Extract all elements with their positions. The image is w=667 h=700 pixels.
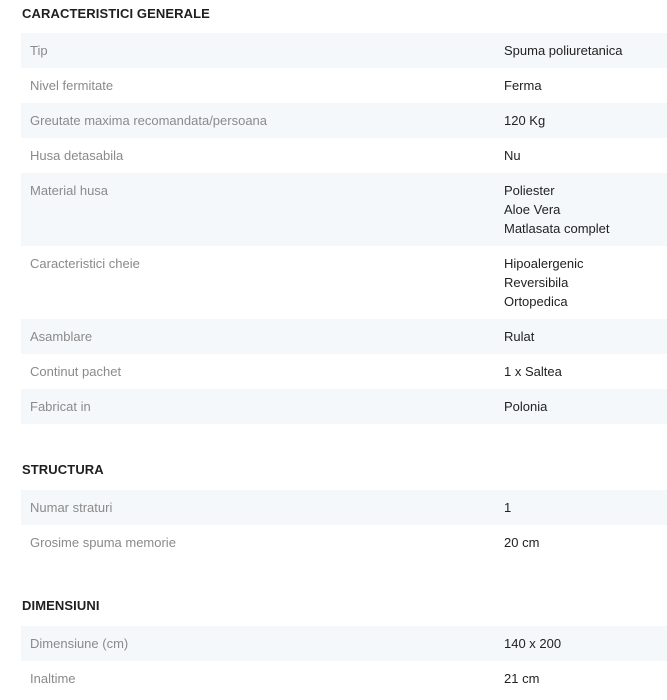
spec-row-grosime-spuma — [21, 525, 667, 560]
spec-label: Dimensiune (cm) — [30, 636, 129, 651]
spec-value — [504, 397, 667, 416]
spec-value — [504, 76, 667, 95]
spec-label: Tip — [30, 43, 48, 58]
spec-label: Asamblare — [30, 329, 93, 344]
spec-label: Greutate maxima recomandata/persoana — [30, 113, 268, 128]
spec-value-line: 20 cm — [504, 535, 540, 550]
spec-row-asamblare — [21, 319, 667, 354]
spec-value — [504, 634, 667, 653]
spec-row-husa-detasabila — [21, 138, 667, 173]
spec-value-line: 21 cm — [504, 671, 540, 686]
spec-label: Grosime spuma memorie — [30, 535, 176, 550]
spec-value — [504, 669, 667, 688]
spec-value-line: Matlasata complet — [504, 221, 610, 236]
spec-row-greutate-maxima — [21, 103, 667, 138]
spec-row-numar-straturi — [21, 490, 667, 525]
spec-value-line: 140 x 200 — [504, 636, 562, 651]
spec-row-dimensiune — [21, 626, 667, 661]
spec-value — [504, 533, 667, 552]
section-title-caracteristici-generale: CARACTERISTICI GENERALE — [22, 6, 210, 21]
spec-value-line: Reversibila — [504, 275, 569, 290]
spec-label: Material husa — [30, 183, 109, 198]
spec-value-line: 120 Kg — [504, 113, 546, 128]
spec-table-dimensiuni — [21, 626, 667, 696]
spec-label: Inaltime — [30, 671, 76, 686]
spec-value — [504, 181, 667, 238]
spec-value-line: Rulat — [504, 329, 535, 344]
spec-value-line: Poliester — [504, 183, 555, 198]
spec-row-caracteristici-cheie — [21, 246, 667, 319]
spec-value — [504, 254, 667, 311]
spec-label: Numar straturi — [30, 500, 113, 515]
spec-value-line: Ortopedica — [504, 294, 568, 309]
spec-value-line: Spuma poliuretanica — [504, 43, 623, 58]
spec-label: Caracteristici cheie — [30, 256, 140, 271]
spec-value-line: Hipoalergenic — [504, 256, 584, 271]
section-title-structura: STRUCTURA — [22, 462, 104, 477]
spec-value — [504, 111, 667, 130]
spec-table-caracteristici-generale — [21, 33, 667, 424]
spec-value — [504, 327, 667, 346]
spec-row-tip — [21, 33, 667, 68]
spec-row-inaltime — [21, 661, 667, 696]
spec-row-continut-pachet — [21, 354, 667, 389]
spec-label: Nivel fermitate — [30, 78, 114, 93]
spec-value-line: 1 x Saltea — [504, 364, 562, 379]
spec-row-nivel-fermitate — [21, 68, 667, 103]
spec-value-line: Polonia — [504, 399, 548, 414]
spec-row-material-husa — [21, 173, 667, 246]
spec-value-line: Nu — [504, 148, 521, 163]
spec-value-line: Ferma — [504, 78, 542, 93]
spec-table-structura — [21, 490, 667, 560]
spec-value-line: Aloe Vera — [504, 202, 561, 217]
spec-row-fabricat-in — [21, 389, 667, 424]
spec-label: Fabricat in — [30, 399, 91, 414]
spec-label: Continut pachet — [30, 364, 122, 379]
spec-value — [504, 362, 667, 381]
spec-value — [504, 498, 667, 517]
section-title-dimensiuni: DIMENSIUNI — [22, 598, 100, 613]
spec-value — [504, 41, 667, 60]
spec-value — [504, 146, 667, 165]
spec-label: Husa detasabila — [30, 148, 124, 163]
spec-value-line: 1 — [504, 500, 512, 515]
